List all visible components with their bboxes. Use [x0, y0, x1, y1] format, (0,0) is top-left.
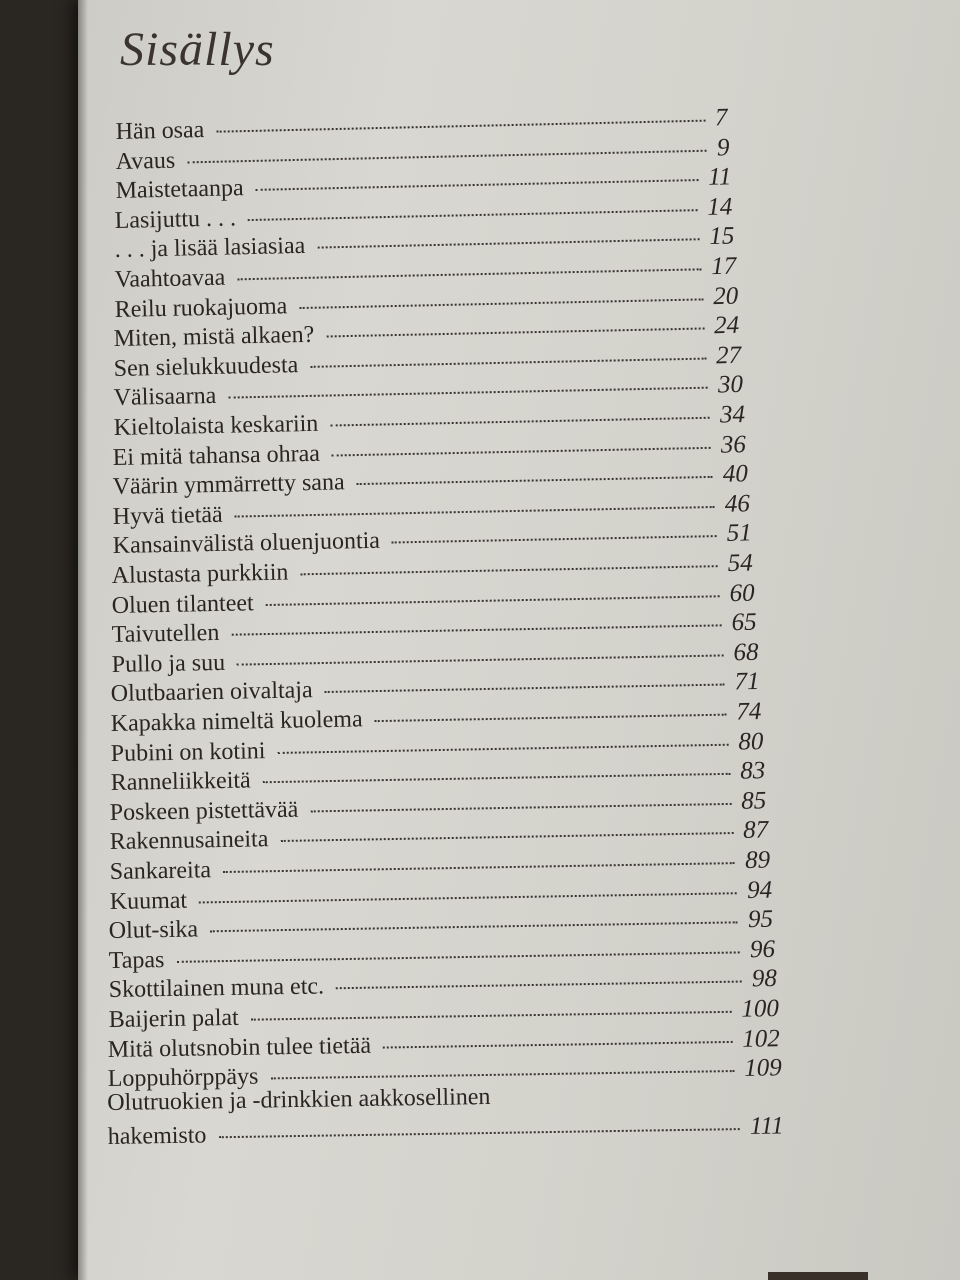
- toc-entry-page-number: 74: [736, 697, 762, 726]
- dot-leader: [310, 357, 706, 367]
- dot-leader: [237, 654, 724, 665]
- toc-entry-title: Väärin ymmärretty sana: [112, 469, 345, 501]
- toc-entry-page-number: 60: [729, 579, 755, 607]
- dot-leader: [262, 773, 730, 783]
- toc-entry-page-number: 98: [751, 965, 778, 993]
- toc-entry-title: Kieltolaista keskariin: [113, 410, 319, 442]
- dot-leader: [281, 832, 734, 842]
- dot-leader: [299, 298, 703, 309]
- toc-entry-page-number: 111: [749, 1112, 784, 1140]
- toc-entry-title: Maistetaanpa: [114, 175, 244, 205]
- toc-entry-title: Miten, mistä alkaen?: [113, 321, 315, 353]
- toc-entry-page-number: 71: [734, 668, 761, 696]
- toc-entry-page-number: 94: [746, 876, 772, 904]
- toc-entry-page-number: 40: [722, 460, 749, 488]
- toc-entry-page-number: 83: [739, 757, 766, 785]
- dot-leader: [327, 328, 705, 338]
- dot-leader: [336, 981, 742, 990]
- toc-entry-title: Loppuhörppäys: [107, 1063, 259, 1093]
- toc-entry-title: Alustasta purkkiin: [111, 559, 289, 590]
- toc-entry-title: Rakennusaineita: [109, 826, 269, 856]
- toc-entry-page-number: 54: [727, 549, 754, 577]
- toc-entry-page-number: 9: [716, 133, 730, 162]
- toc-entry-page-number: 89: [744, 846, 771, 874]
- toc-entry-title: Sen sielukkuudesta: [113, 351, 299, 382]
- toc-entry-page-number: 14: [707, 193, 733, 221]
- toc-entry-page-number: 30: [717, 371, 744, 399]
- page-title: Sisällys: [120, 23, 275, 76]
- toc-entry-page-number: 46: [724, 490, 750, 518]
- dot-leader: [301, 565, 718, 575]
- toc-entry-title: Tapas: [108, 946, 165, 974]
- toc-entry-title: Taivutellen: [111, 620, 220, 649]
- toc-entry-page-number: 15: [709, 222, 735, 251]
- toc-entry-page-number: 102: [742, 1024, 781, 1053]
- toc-entry-page-number: 51: [726, 519, 752, 548]
- toc-entry-page-number: 17: [710, 252, 737, 281]
- toc-entry-page-number: 24: [714, 311, 740, 340]
- toc-entry-page-number: 109: [744, 1054, 783, 1083]
- toc-entry-page-number: 27: [715, 341, 742, 370]
- toc-entry-title: Kansainvälistä oluenjuontia: [112, 528, 380, 560]
- toc-entry-page-number: 34: [719, 401, 745, 429]
- dot-leader: [277, 743, 728, 753]
- dot-leader: [332, 446, 711, 456]
- toc-entry-title: Oluen tilanteet: [111, 589, 255, 619]
- toc-entry-title: Ranneliikkeitä: [110, 767, 251, 797]
- toc-entry-title: Avaus: [115, 147, 176, 175]
- bottom-edge: [768, 1272, 868, 1280]
- toc-entry-page-number: 65: [731, 608, 757, 637]
- dot-leader: [218, 1128, 740, 1138]
- toc-entry-title: hakemisto: [107, 1122, 207, 1150]
- dot-leader: [271, 1070, 735, 1079]
- dot-leader: [199, 892, 737, 903]
- dot-leader: [237, 268, 701, 280]
- toc-entry-title: Baijerin palat: [108, 1004, 239, 1034]
- dot-leader: [231, 625, 721, 636]
- toc-entry-title: Olut-sika: [108, 916, 199, 945]
- toc-entry-title: Sankareita: [109, 857, 212, 886]
- toc-entry-title-line1: Olutruokien ja -drinkkien aakkosellinen: [107, 1083, 491, 1116]
- dot-leader: [216, 120, 705, 133]
- toc-entry-page-number: 20: [712, 282, 738, 310]
- toc-entry: [107, 1083, 784, 1151]
- toc-entry-title: Lasijuttu . . .: [114, 205, 237, 234]
- toc-entry-title: Skottilainen muna etc.: [108, 973, 325, 1004]
- toc-entry-page-number: 7: [714, 104, 728, 132]
- dot-leader: [235, 506, 715, 518]
- toc-entry-title: Hän osaa: [115, 116, 205, 146]
- toc-entry-title: Ei mitä tahansa ohraa: [112, 440, 321, 471]
- toc-entry-page-number: 68: [732, 638, 759, 667]
- toc-entry-page-number: 36: [720, 430, 747, 459]
- dot-leader: [266, 595, 720, 606]
- toc-entry-page-number: 100: [740, 995, 779, 1023]
- dot-leader: [187, 149, 707, 163]
- toc-entry-title: Hyvä tietää: [112, 501, 223, 530]
- toc-entry-title: . . . ja lisää lasiasiaa: [114, 233, 306, 264]
- toc-entry-page-number: 87: [743, 816, 769, 845]
- dot-leader: [317, 239, 699, 249]
- dot-leader: [375, 714, 727, 722]
- toc-entry-title: Poskeen pistettävää: [109, 796, 299, 826]
- dot-leader: [211, 922, 739, 933]
- toc-entry-title: Välisaarna: [113, 383, 217, 412]
- book-page: [78, 0, 960, 1280]
- dot-leader: [228, 387, 708, 399]
- dot-leader: [357, 476, 713, 485]
- dot-leader: [223, 862, 735, 873]
- dot-leader: [255, 179, 698, 191]
- toc-entry-title: Vaahtoavaa: [114, 264, 226, 294]
- dot-leader: [384, 1041, 733, 1049]
- dot-leader: [248, 209, 697, 221]
- dot-leader: [325, 684, 725, 693]
- toc-entry-title: Pullo ja suu: [111, 649, 225, 678]
- toc-entry-page-number: 95: [748, 905, 774, 934]
- dot-leader: [311, 803, 732, 813]
- dot-leader: [392, 535, 717, 543]
- toc-entry-title: Kuumat: [109, 887, 187, 915]
- toc-entry-page-number: 11: [707, 163, 732, 191]
- toc-entry-page-number: 80: [738, 727, 764, 756]
- toc-entry-title: Pubini on kotini: [110, 737, 266, 767]
- table-of-contents: [78, 0, 960, 1280]
- dot-leader: [330, 417, 710, 427]
- dot-leader: [177, 951, 741, 962]
- toc-entry-title: Olutbaarien oivaltaja: [110, 677, 314, 708]
- toc-entry-title: Reilu ruokajuoma: [113, 292, 288, 323]
- toc-entry-title: Kapakka nimeltä kuolema: [110, 706, 363, 738]
- toc-entry-title: Mitä olutsnobin tulee tietää: [108, 1032, 372, 1063]
- toc-entry-page-number: 85: [741, 787, 767, 815]
- dot-leader: [250, 1011, 731, 1021]
- toc-entry-page-number: 96: [749, 935, 776, 964]
